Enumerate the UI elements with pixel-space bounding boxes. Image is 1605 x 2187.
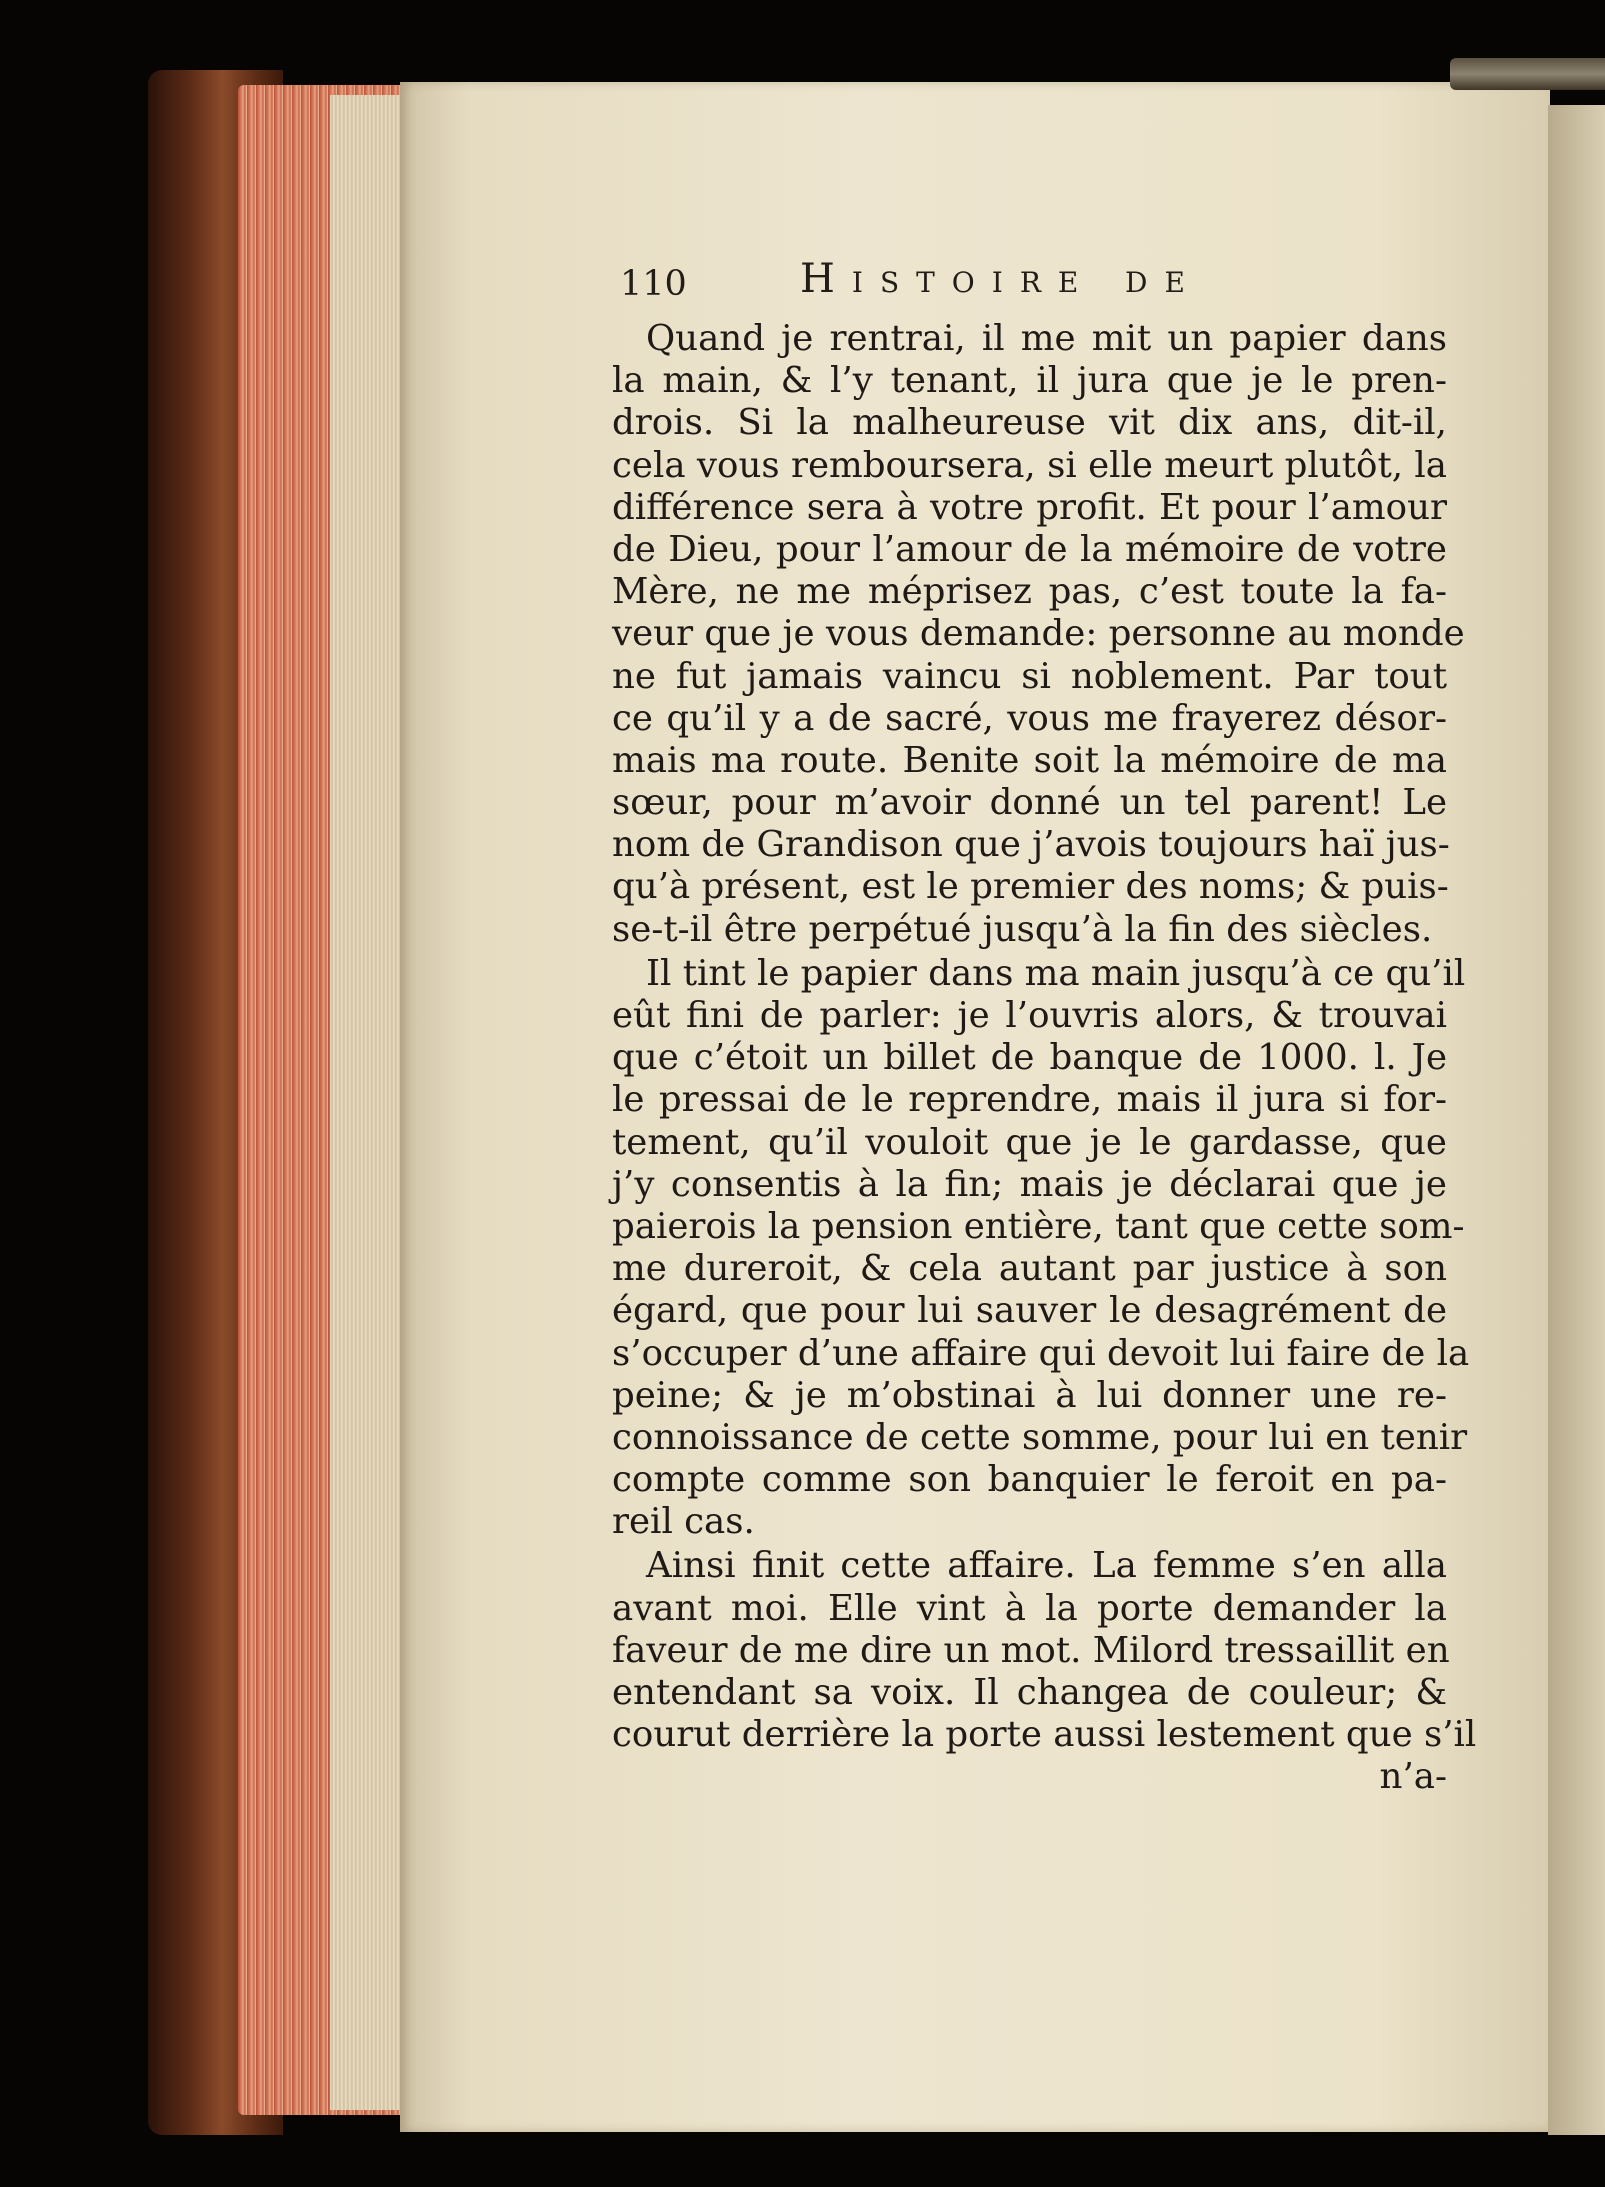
- page-edges-inner: [330, 95, 410, 2110]
- text-line: reil cas.: [612, 1501, 755, 1543]
- text-line: Mère, ne me méprisez pas, c’est toute la fa-: [612, 571, 1447, 613]
- text-line: se-t-il être perpétué jusqu’à la fin des siècles.: [612, 908, 1433, 950]
- text-line: paierois la pension entière, tant que cette som-: [612, 1205, 1465, 1247]
- text-line: avant moi. Elle vint à la porte demander la: [612, 1587, 1447, 1629]
- text-line: mais ma route. Benite soit la mémoire de ma: [612, 739, 1447, 781]
- text-line: entendant sa voix. Il changea de couleur; &: [612, 1672, 1447, 1713]
- text-line: Ainsi finit cette affaire. La femme s’en alla: [646, 1545, 1447, 1587]
- facing-page-edge: [1548, 105, 1605, 2135]
- text-line: peine; & je m’obstinai à lui donner une re-: [612, 1374, 1447, 1416]
- text-line: nom de Grandison que j’avois toujours haï jus-: [612, 824, 1450, 866]
- text-line: cela vous remboursera, si elle meurt plutôt, la: [612, 444, 1447, 486]
- body-text: [612, 318, 1477, 1799]
- text-line: que c’étoit un billet de banque de 1000. l. Je: [612, 1037, 1447, 1079]
- page-header: [620, 256, 1270, 316]
- text-line: connoissance de cette somme, pour lui en tenir: [612, 1416, 1468, 1458]
- catchword: n’a-: [1379, 1756, 1447, 1798]
- text-line: égard, que pour lui sauver le desagrément de: [612, 1290, 1447, 1332]
- text-line: veur que je vous demande: personne au monde: [612, 613, 1465, 655]
- text-line: ce qu’il y a de sacré, vous me frayerez désor-: [612, 697, 1447, 739]
- text-line: le pressai de le reprendre, mais il jura si for-: [612, 1079, 1447, 1121]
- page-number: 110: [620, 264, 687, 304]
- running-head: Histoire de: [800, 256, 1202, 302]
- text-line: drois. Si la malheureuse vit dix ans, dit-il,: [612, 402, 1447, 444]
- text-line: Quand je rentrai, il me mit un papier dans: [646, 318, 1447, 359]
- text-line: sœur, pour m’avoir donné un tel parent! Le: [612, 782, 1447, 824]
- text-line: j’y consentis à la fin; mais je déclarai que je: [612, 1163, 1447, 1205]
- text-line: me dureroit, & cela autant par justice à son: [612, 1248, 1447, 1290]
- text-line: ne fut jamais vaincu si noblement. Par tout: [612, 655, 1447, 697]
- text-line: Il tint le papier dans ma main jusqu’à ce qu’il: [646, 952, 1466, 994]
- text-line: tement, qu’il vouloit que je le gardasse, que: [612, 1121, 1447, 1163]
- text-line: eût fini de parler: je l’ouvris alors, & trouvai: [612, 995, 1447, 1036]
- text-line: différence sera à votre profit. Et pour l’amour: [612, 486, 1447, 528]
- text-line: s’occuper d’une affaire qui devoit lui faire de la: [612, 1332, 1470, 1374]
- text-line: compte comme son banquier le feroit en pa-: [612, 1459, 1447, 1501]
- text-line: qu’à présent, est le premier des noms; & puis-: [612, 866, 1449, 908]
- text-line: la main, & l’y tenant, il jura que je le pren-: [612, 360, 1447, 402]
- text-line: faveur de me dire un mot. Milord tressaillit en: [612, 1629, 1450, 1671]
- book-clasp: [1450, 58, 1605, 90]
- text-line: de Dieu, pour l’amour de la mémoire de votre: [612, 528, 1447, 570]
- text-line: courut derrière la porte aussi lestement que s’il: [612, 1714, 1477, 1756]
